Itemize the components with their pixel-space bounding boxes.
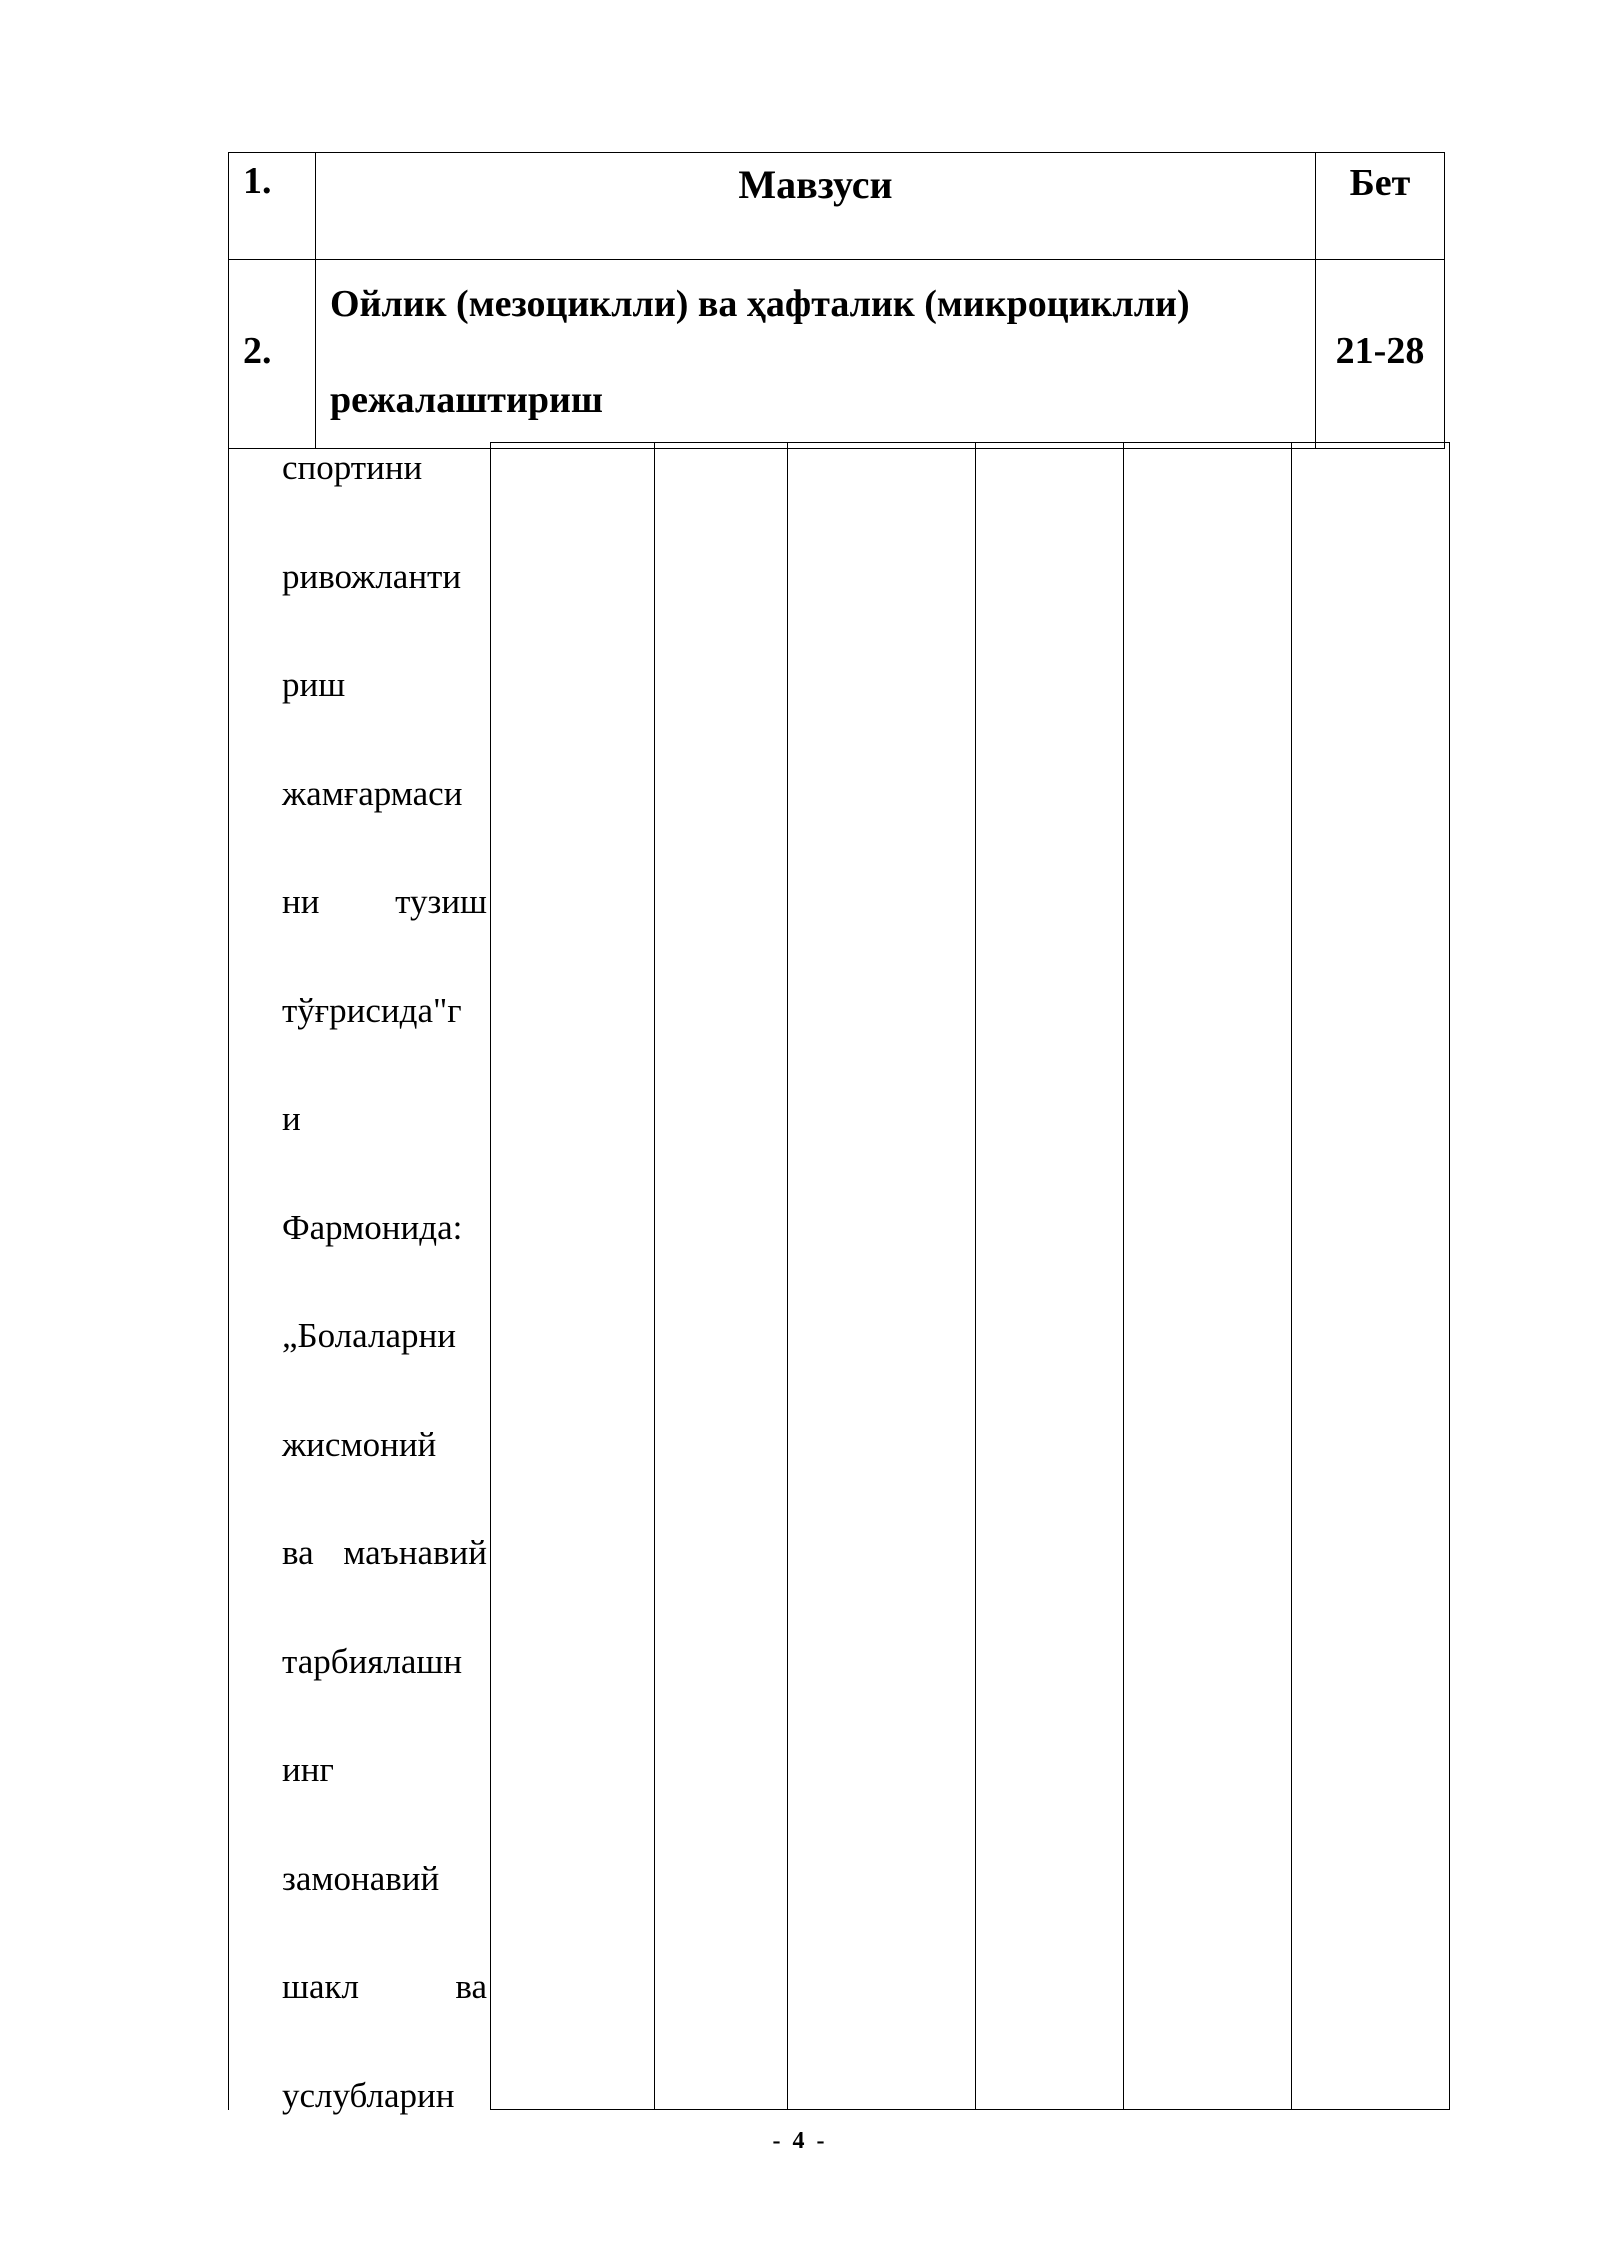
header-page-cell bbox=[1316, 153, 1445, 260]
empty-grid bbox=[490, 442, 1450, 2110]
body-text-word: шакл bbox=[282, 1967, 359, 2006]
header-title: Мавзуси bbox=[738, 162, 893, 207]
body-text-line: и bbox=[282, 1099, 301, 1138]
contents-header-row bbox=[229, 153, 1445, 260]
body-text-line bbox=[282, 1961, 487, 2070]
body-text-line: инг bbox=[282, 1750, 334, 1789]
grid-column bbox=[655, 443, 788, 2109]
grid-column bbox=[976, 443, 1124, 2109]
body-text-line: ривожланти bbox=[282, 556, 462, 596]
body-text-line: „Болаларни bbox=[282, 1316, 456, 1355]
grid-column bbox=[788, 443, 976, 2109]
body-text-line bbox=[282, 1527, 487, 1636]
body-text-word: ва bbox=[282, 1533, 314, 1572]
left-border-line bbox=[228, 442, 229, 2110]
body-text-line: жисмоний bbox=[282, 1424, 437, 1464]
row-number-cell bbox=[229, 260, 316, 449]
header-number: 1. bbox=[243, 160, 272, 202]
body-text-line: Фармонида: bbox=[282, 1207, 463, 1247]
row-title-cell bbox=[316, 260, 1316, 449]
header-number-cell bbox=[229, 153, 316, 260]
body-text-column bbox=[282, 442, 487, 2178]
body-text-line: услубларин bbox=[282, 2075, 455, 2115]
header-title-cell bbox=[316, 153, 1316, 260]
row-page-cell bbox=[1316, 260, 1445, 449]
page-number: - 4 - bbox=[772, 2128, 828, 2154]
body-text-word: маънавий bbox=[343, 1533, 487, 1572]
row-title-line-1: Ойлик (мезоциклли) ва ҳафталик (микроциклли) bbox=[330, 283, 1190, 325]
row-title-line-2: режалаштириш bbox=[330, 379, 603, 421]
body-text-line: замонавий bbox=[282, 1858, 440, 1898]
body-text-line: риш bbox=[282, 665, 346, 704]
row-page-range: 21-28 bbox=[1335, 330, 1425, 372]
contents-row bbox=[229, 260, 1445, 449]
header-page: Бет bbox=[1349, 162, 1411, 204]
grid-column bbox=[1292, 443, 1448, 2109]
body-text-word: тузиш bbox=[395, 882, 487, 921]
body-text-line: тўғрисида"г bbox=[282, 990, 462, 1030]
body-text-line bbox=[282, 876, 487, 985]
body-text-line: тарбиялашн bbox=[282, 1641, 463, 1681]
body-text-word: ни bbox=[282, 882, 320, 921]
row-title bbox=[316, 256, 1315, 448]
body-text-word: ва bbox=[455, 1967, 487, 2006]
grid-column bbox=[491, 443, 655, 2109]
contents-table bbox=[228, 152, 1445, 449]
body-text-line: жамғармаси bbox=[282, 773, 463, 813]
row-number: 2. bbox=[243, 330, 272, 372]
body-text-line: спортини bbox=[282, 448, 423, 487]
grid-column bbox=[1124, 443, 1292, 2109]
